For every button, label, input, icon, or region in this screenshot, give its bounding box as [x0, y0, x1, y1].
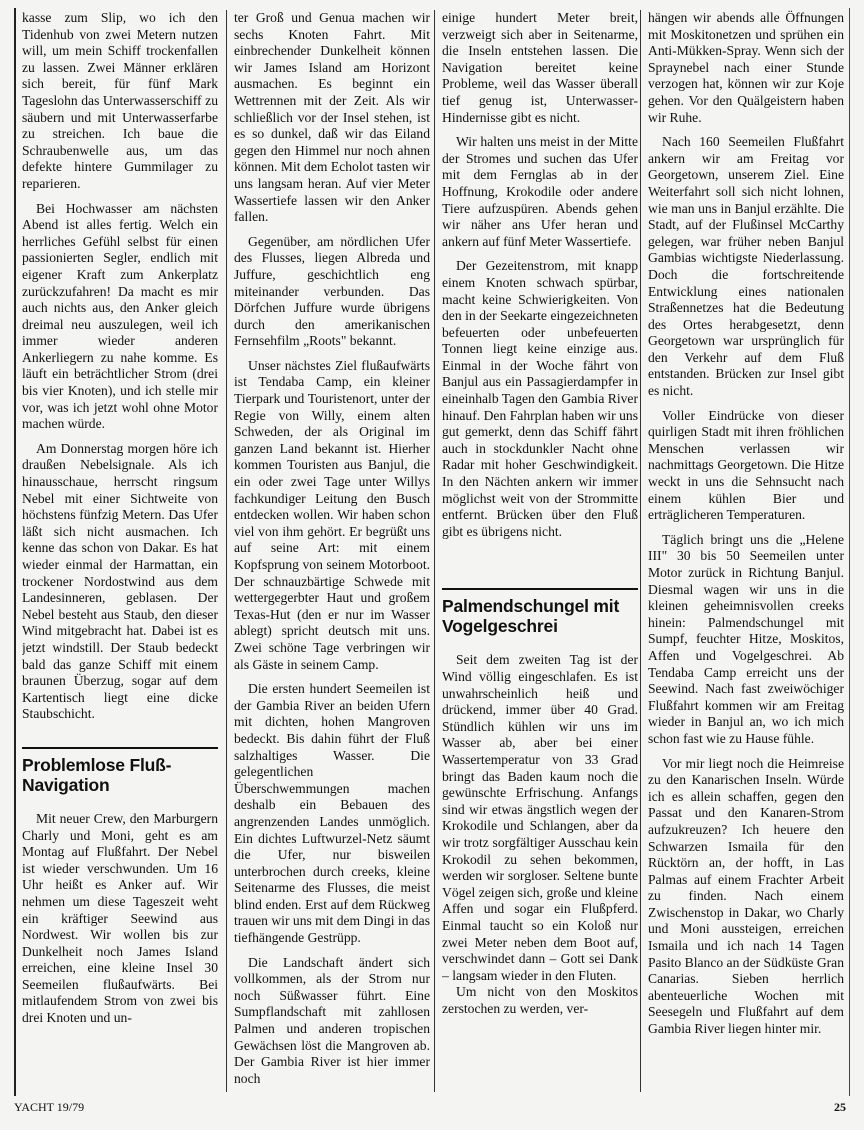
article-column-3	[442, 10, 638, 1092]
paragraph: Nach 160 Seemeilen Flußfahrt ankern wir am Freitag vor Georgetown, unserem Ziel. Eine Weiterfahrt soll sich nicht lohnen, wie man uns in Banjul erzählte. Die Stadt, auf der Flußinsel McCarthy gelegen, war früher neben Banjul Gambias wichtigste Niederlassung. Doch die fortschreitende Entwicklung eines nationalen Straßennetzes hat die Bedeutung des Ortes herabgesetzt, denn Georgetown war ursprünglich für den Verkehr auf dem Fluß entstanden. Brücken zur Insel gibt es nicht.	[648, 134, 844, 399]
paragraph: Wir halten uns meist in der Mitte der Stromes und suchen das Ufer mit dem Fernglas ab in der Hoffnung, Krokodile oder andere Tiere aufzuspüren. Abends gehen wir näher ans Ufer heran und ankern auf fünf Meter Wassertiefe.	[442, 134, 638, 249]
paragraph: Täglich bringt uns die „Helene III" 30 bis 50 Seemeilen unter Motor zurück in Richtung Banjul. Diesmal wagen wir uns in die kleinen geheimnisvollen creeks hinein: Palmendschungel mit Sumpf, feuchter Hitze, Moskitos, Affen und Vogelgeschrei. Ab Tendaba Camp erreicht uns der Seewind. Nach fast zweiwöchiger Flußfahrt kommen wir am Freitag wieder in Banjul an, wo ich mich schon fast wie zu Hause fühle.	[648, 531, 844, 746]
paragraph: hängen wir abends alle Öffnungen mit Moskitonetzen und sprühen ein Anti-Mükken-Spray. Wenn sich der Spraynebel nach einer Stunde verzogen hat, können wir zur Koje gehen. Vor den Quälgeistern haben wir Ruhe.	[648, 10, 844, 125]
section-heading: Palmendschungel mit Vogelgeschrei	[442, 596, 620, 637]
article-columns	[18, 10, 844, 1092]
paragraph: Am Donnerstag morgen höre ich draußen Nebelsignale. Als ich hinausschaue, herrscht ringsum Nebel mit einer Sichtweite von höchstens fünfzig Metern. Das Ufer läßt sich nicht ausmachen. Ich kenne das schon von Dakar. Es hat wieder einmal der Harmattan, ein trockener Nordostwind aus dem Landesinneren, geblasen. Der Nebel besteht aus Staub, den dieser Wind mitgebracht hat. Dabei ist es jetzt windstill. Der Staub bedeckt bald das ganze Schiff mit einem braunen Überzug, sogar auf dem Kartentisch liegt eine dicke Staubschicht.	[22, 440, 218, 722]
section-heading-box	[442, 588, 638, 636]
article-column-4	[648, 10, 844, 1092]
article-column-2	[234, 10, 430, 1092]
paragraph: einige hundert Meter breit, verzweigt sich aber in Seitenarme, die Inseln entstehen lassen. Die Navigation bereitet keine Probleme, weil das Wasser überall tief genug ist, Unterwasser-Hindernisse gibt es nicht.	[442, 10, 638, 125]
paragraph: Der Gezeitenstrom, mit knapp einem Knoten schwach spürbar, macht keine Schwierigkeiten. Von den in der Seekarte eingezeichneten befeuerten oder unbefeuerten Tonnen liegt keine einzige aus. Einmal in der Woche fährt von Banjul aus ein Passagierdampfer in eineinhalb Tagen den Gambia River hinauf. Den Fahrplan haben wir uns gut gemerkt, denn das Schiff fährt auch in stockdunkler Nacht ohne Radar mit hoher Geschwindigkeit. In den Nächten ankern wir immer möglichst weit von der Strommitte entfernt. Brücken über den Fluß gibt es übrigens nicht.	[442, 258, 638, 539]
paragraph: Gegenüber, am nördlichen Ufer des Flusses, liegen Albreda und Juffure, geschichtlich eng miteinander verbunden. Das Dörfchen Juffure wurde übrigens durch den amerikanischen Fernsehfilm „Roots" bekannt.	[234, 233, 430, 349]
paragraph: Voller Eindrücke von dieser quirligen Stadt mit ihren fröhlichen Menschen verlassen wir nachmittags Georgetown. Die Hitze weckt in uns die Sehnsucht nach einem kühlen Bier und erträglicheren Temperaturen.	[648, 407, 844, 523]
article-column-1	[22, 10, 218, 1092]
paragraph: Mit neuer Crew, den Marburgern Charly und Moni, geht es am Montag auf Flußfahrt. Der Nebel ist wieder verschwunden. Um 16 Uhr heißt es Anker auf. Wir nehmen um diese Tageszeit weht ein kräftiger Seewind aus Nordwest. Wir wollen bis zur Dunkelheit noch James Island erreichen, eine kleine Insel 30 Seemeilen flußaufwärts. Bei mitlaufendem Strom von zwei bis drei Knoten und un-	[22, 810, 218, 1026]
paragraph: Unser nächstes Ziel flußaufwärts ist Tendaba Camp, ein kleiner Tierpark und Touristenort, unter der Regie von Willy, einem alten Schweden, der als Original im ganzen Land bekannt ist. Hierher kommen Touristen aus Banjul, die ein oder zwei Tage unter Willys fachkundiger Leitung den Busch entdecken wollen. Wir haben schon viel von ihm gehört. Er begrüßt uns auf seine Art: mit einem Kopfsprung von seinem Motorboot. Der schnauzbärtige Schwede mit wettergegerbter Haut und großem Texas-Hut (den er nur im Wasser ablegt) spricht deutsch mit uns. Zwei schöne Tage verbringen wir als Gäste in seinem Camp.	[234, 357, 430, 672]
paragraph: Die ersten hundert Seemeilen ist der Gambia River an beiden Ufern mit dichten, hohen Mangroven bedeckt. Bis dahin führt der Fluß salzhaltiges Wasser. Die gelegentlichen Überschwemmungen machen deshalb ein Bebauen des angrenzenden Landes unmöglich. Ein dichtes Luftwurzel-Netz säumt die Ufer, nur bisweilen unterbrochen durch creeks, kleine Seitenarme des Flusses, die meist blind enden. Erst auf dem Rückweg trauen wir uns mit dem Dingi in das tiefhängende Gestrüpp.	[234, 681, 430, 946]
paragraph: Um nicht von den Moskitos zerstochen zu werden, ver-	[442, 984, 638, 1016]
paragraph: Vor mir liegt noch die Heimreise zu den Kanarischen Inseln. Würde ich es allein schaffen, gegen den Passat und den Kanaren-Strom aufzukreuzen? Ich heuere den Schwarzen Ismaila für den Rücktörn an, der hofft, in Las Palmas auf einem Frachter Arbeit zu finden. Nach einem Zwischenstop in Dakar, wo Charly und Moni aussteigen, erreichen Ismaila und ich nach 14 Tagen Pasito Blanco an der Südküste Gran Canarias. Sieben herrlich abenteuerliche Wochen mit Seesegeln und Flußfahrt auf dem Gambia River liegen hinter mir.	[648, 755, 844, 1037]
page-number: 25	[834, 1100, 846, 1114]
section-heading: Problemlose Fluß-Navigation	[22, 754, 172, 795]
paragraph: Die Landschaft ändert sich vollkommen, als der Strom nur noch Süßwasser führt. Eine Sumpflandschaft mit zahllosen Palmen und anderen tropischen Gewächsen löst die Mangroven ab. Der Gambia River ist hier immer noch	[234, 954, 430, 1086]
paragraph: Seit dem zweiten Tag ist der Wind völlig eingeschlafen. Es ist unwahrscheinlich heiß und drückend, immer über 40 Grad. Stündlich kühlen wir uns im Wasser ab, aber bei einer Wassertemperatur von 33 Grad bringt das Baden kaum noch die gewünschte Erfrischung. Anfangs sind wir etwas ängstlich wegen der Krokodile und Schlangen, aber da wir trotz sorgfältiger Ausschau kein Krokodil zu sehen bekommen, werden wir sorgloser. Seltene bunte Vögel zeigen sich, große und kleine Affen und sogar ein Flußpferd. Einmal taucht so ein Koloß nur zwei Meter neben dem Boot auf, verschwindet dann – Gott sei Dank – langsam wieder in den Fluten.	[442, 652, 638, 983]
issue-label: YACHT 19/79	[14, 1100, 85, 1114]
section-heading-box	[22, 747, 218, 795]
paragraph: Bei Hochwasser am nächsten Abend ist alles fertig. Welch ein herrliches Gefühl selbst für einen passionierten Segler, endlich mit eigener Kraft zum Ankerplatz zurückzufahren! Da macht es mir auch nichts aus, den Anker gleich dreimal neu auszulegen, weil ich immer wieder anderen Ankerliegern zu nahe komme. Es läuft ein beträchtlicher Strom (drei bis vier Knoten), und ich stelle mir vor, was ich jetzt wohl ohne Motor machen würde.	[22, 200, 218, 432]
paragraph: ter Groß und Genua machen wir sechs Knoten Fahrt. Mit einbrechender Dunkelheit können wir James Island am Horizont ausmachen. Es beginnt ein Wettrennen mit der Zeit. Als wir schließlich vor der Insel stehen, ist es so dunkel, daß wir das Eiland gegen den Himmel nur noch ahnen können. Mit dem Echolot tasten wir uns langsam heran. Auf vier Meter Wassertiefe lassen wir den Anker fallen.	[234, 10, 430, 225]
paragraph: kasse zum Slip, wo ich den Tidenhub von zwei Metern nutzen will, um mein Schiff trockenfallen zu lassen. Zwei Männer erklären sich bereit, für fünf Mark Tageslohn das Unterwasserschiff zu säubern und mit Unterwasserfarbe zu streichen. Ich baue die Schraubenwelle aus, um das defekte hintere Gummilager zu reparieren.	[22, 10, 218, 191]
